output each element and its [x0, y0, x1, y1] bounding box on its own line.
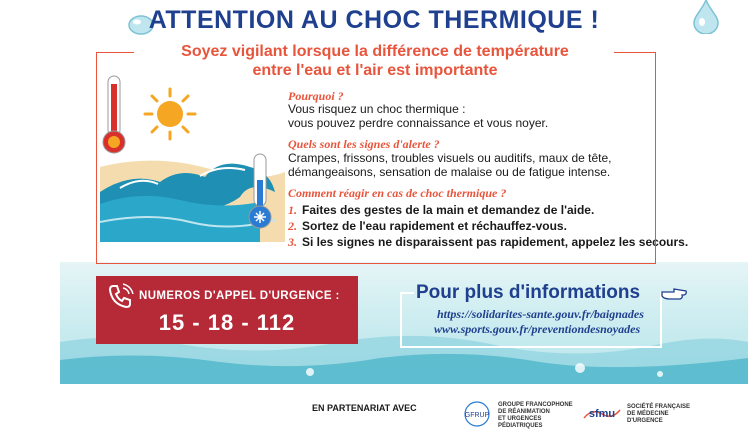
- signes-line2: démangeaisons, sensation de malaise ou de fatigue intense.: [288, 165, 611, 179]
- sun-icon: [145, 89, 195, 139]
- subtitle: [95, 42, 655, 80]
- sfmu-line1: SOCIÉTÉ FRANÇAISE: [627, 404, 691, 410]
- section-heading-reagir: Comment réagir en cas de choc thermique ?: [288, 186, 507, 200]
- info-link-sports[interactable]: www.sports.gouv.fr/preventiondesnoyades: [434, 322, 641, 336]
- sfmu-line2: DE MÉDECINE: [627, 411, 669, 417]
- gfrup-line4: PÉDIATRIQUES: [498, 423, 543, 429]
- step-number: 2.: [288, 219, 297, 233]
- subtitle-line1: Soyez vigilant lorsque la différence de température: [175, 43, 575, 60]
- step-text: Faites des gestes de la main et demandez de l'aide.: [302, 203, 595, 217]
- step-number: 1.: [288, 203, 297, 217]
- gfrup-line1: GROUPE FRANCOPHONE: [498, 402, 573, 408]
- step-number: 3.: [288, 235, 297, 249]
- info-link-solidarites[interactable]: https://solidarites-sante.gouv.fr/baignades: [437, 307, 644, 321]
- section-heading-pourquoi: Pourquoi ?: [288, 89, 344, 103]
- pointing-hand-icon: [660, 284, 688, 309]
- emergency-label: NUMEROS D'APPEL D'URGENCE :: [139, 290, 340, 302]
- illustration: [100, 72, 290, 247]
- gfrup-line2: DE RÉANIMATION: [498, 409, 550, 415]
- partner-label: EN PARTENARIAT AVEC: [312, 403, 417, 413]
- sfmu-line3: D'URGENCE: [627, 418, 663, 424]
- gfrup-logo-text: GFRUP: [464, 412, 490, 419]
- info-title: Pour plus d'informations: [416, 282, 641, 303]
- sfmu-name: [627, 404, 690, 425]
- subtitle-line2: entre l'eau et l'air est importante: [246, 62, 503, 79]
- page-title: ATTENTION AU CHOC THERMIQUE !: [148, 6, 600, 34]
- pourquoi-line1: Vous risquez un choc thermique :: [288, 102, 466, 116]
- step-text: Sortez de l'eau rapidement et réchauffez-vous.: [302, 219, 567, 233]
- sfmu-logo: [582, 400, 622, 433]
- thermometer-hot-icon: [103, 76, 125, 153]
- section-heading-signes: Quels sont les signes d'alerte ?: [288, 137, 440, 151]
- sfmu-logo-text: sfmu: [588, 408, 616, 420]
- emergency-numbers: 15 - 18 - 112: [158, 310, 296, 335]
- water-drop-icon: [692, 0, 720, 39]
- signes-line1: Crampes, frissons, troubles visuels ou auditifs, maux de tête,: [288, 151, 612, 165]
- gfrup-name: [498, 402, 573, 430]
- pourquoi-line2: vous pouvez perdre connaissance et vous noyer.: [288, 116, 549, 130]
- gfrup-logo: [460, 400, 494, 433]
- gfrup-line3: ET URGENCES: [498, 416, 542, 422]
- step-text: Si les signes ne disparaissent pas rapidement, appelez les secours.: [302, 235, 689, 249]
